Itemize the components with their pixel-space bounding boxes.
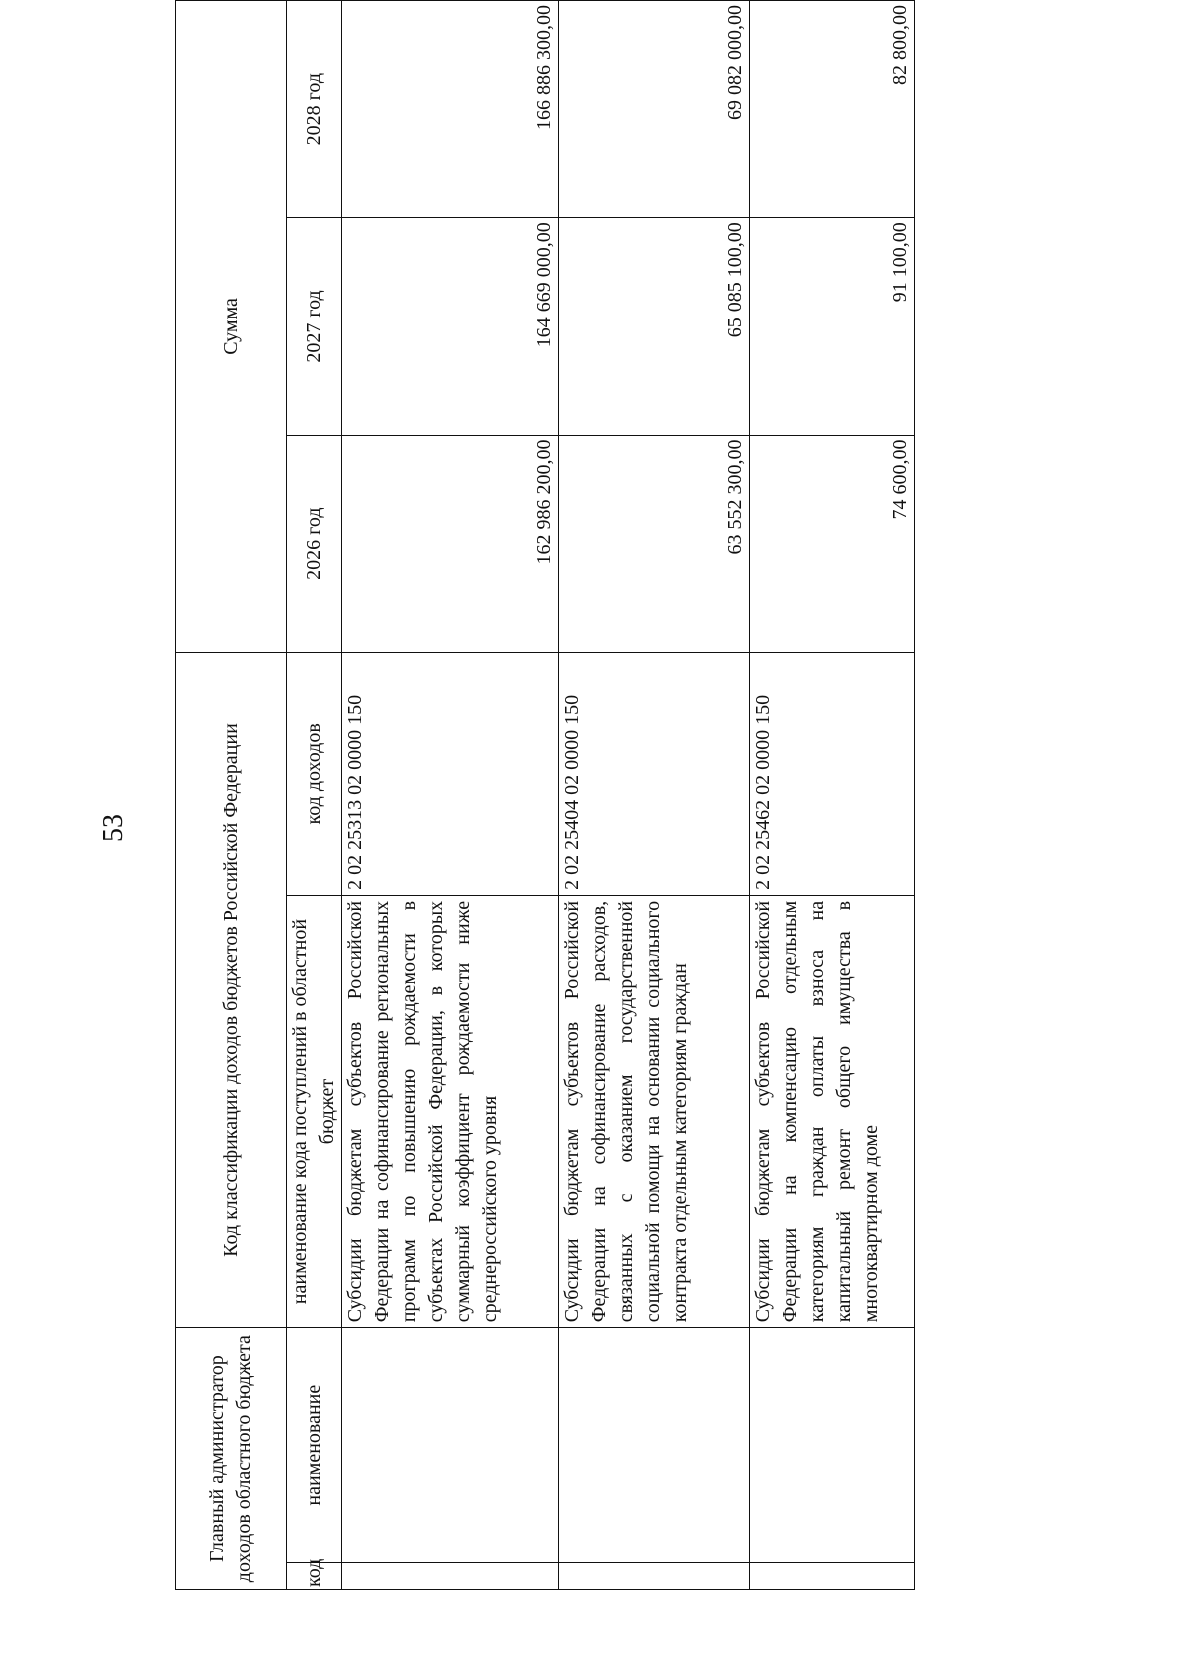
row-description: Субсидии бюджетам субъектов Российской Федерации на софинансирование расходов, связанных с оказанием государственной социальной помощи на основании социального контракта отдельным категориям граждан xyxy=(559,895,750,1327)
rotated-table-wrapper xyxy=(175,0,935,1590)
row-description: Субсидии бюджетам субъектов Российской Федерации на компенсацию отдельным категориям граждан оплаты взноса на капитальный ремонт общего имущества в многоквартирном доме xyxy=(750,895,915,1327)
table-row xyxy=(342,1,559,1590)
header-sum-group: Сумма xyxy=(176,1,287,653)
income-classification-table xyxy=(175,0,915,1590)
row-amount-2026: 162 986 200,00 xyxy=(342,435,559,652)
header-year-2026: 2026 год xyxy=(287,435,342,652)
row-income-code: 2 02 25313 02 0000 150 xyxy=(342,652,559,895)
row-admin-name xyxy=(559,1328,750,1563)
header-year-2028: 2028 год xyxy=(287,1,342,218)
row-kod xyxy=(750,1563,915,1590)
row-kod xyxy=(342,1563,559,1590)
header-name: наименование xyxy=(287,1328,342,1563)
row-amount-2028: 82 800,00 xyxy=(750,1,915,218)
header-kod: код xyxy=(287,1563,342,1590)
row-income-code: 2 02 25404 02 0000 150 xyxy=(559,652,750,895)
header-income-name: наименование кода поступлений в областной бюджет xyxy=(287,895,342,1327)
row-amount-2026: 74 600,00 xyxy=(750,435,915,652)
table-row xyxy=(559,1,750,1590)
page-number: 53 xyxy=(98,814,129,842)
header-year-2027: 2027 год xyxy=(287,218,342,435)
row-amount-2028: 166 886 300,00 xyxy=(342,1,559,218)
row-amount-2026: 63 552 300,00 xyxy=(559,435,750,652)
row-income-code: 2 02 25462 02 0000 150 xyxy=(750,652,915,895)
row-amount-2027: 164 669 000,00 xyxy=(342,218,559,435)
table-row xyxy=(750,1,915,1590)
row-admin-name xyxy=(342,1328,559,1563)
row-admin-name xyxy=(750,1328,915,1563)
row-description: Субсидии бюджетам субъектов Российской Федерации на софинансирование региональных программ по повышению рождаемости в субъектах Российской Федерации, в которых суммарный коэффициент рождаемости ниже среднероссийского уровня xyxy=(342,895,559,1327)
row-amount-2027: 65 085 100,00 xyxy=(559,218,750,435)
header-classification-group: Код классификации доходов бюджетов Российской Федерации xyxy=(176,652,287,1328)
row-kod xyxy=(559,1563,750,1590)
header-admin-group: Главный администратор доходов областного бюджета xyxy=(176,1328,287,1590)
row-amount-2028: 69 082 000,00 xyxy=(559,1,750,218)
header-income-code: код доходов xyxy=(287,652,342,895)
row-amount-2027: 91 100,00 xyxy=(750,218,915,435)
